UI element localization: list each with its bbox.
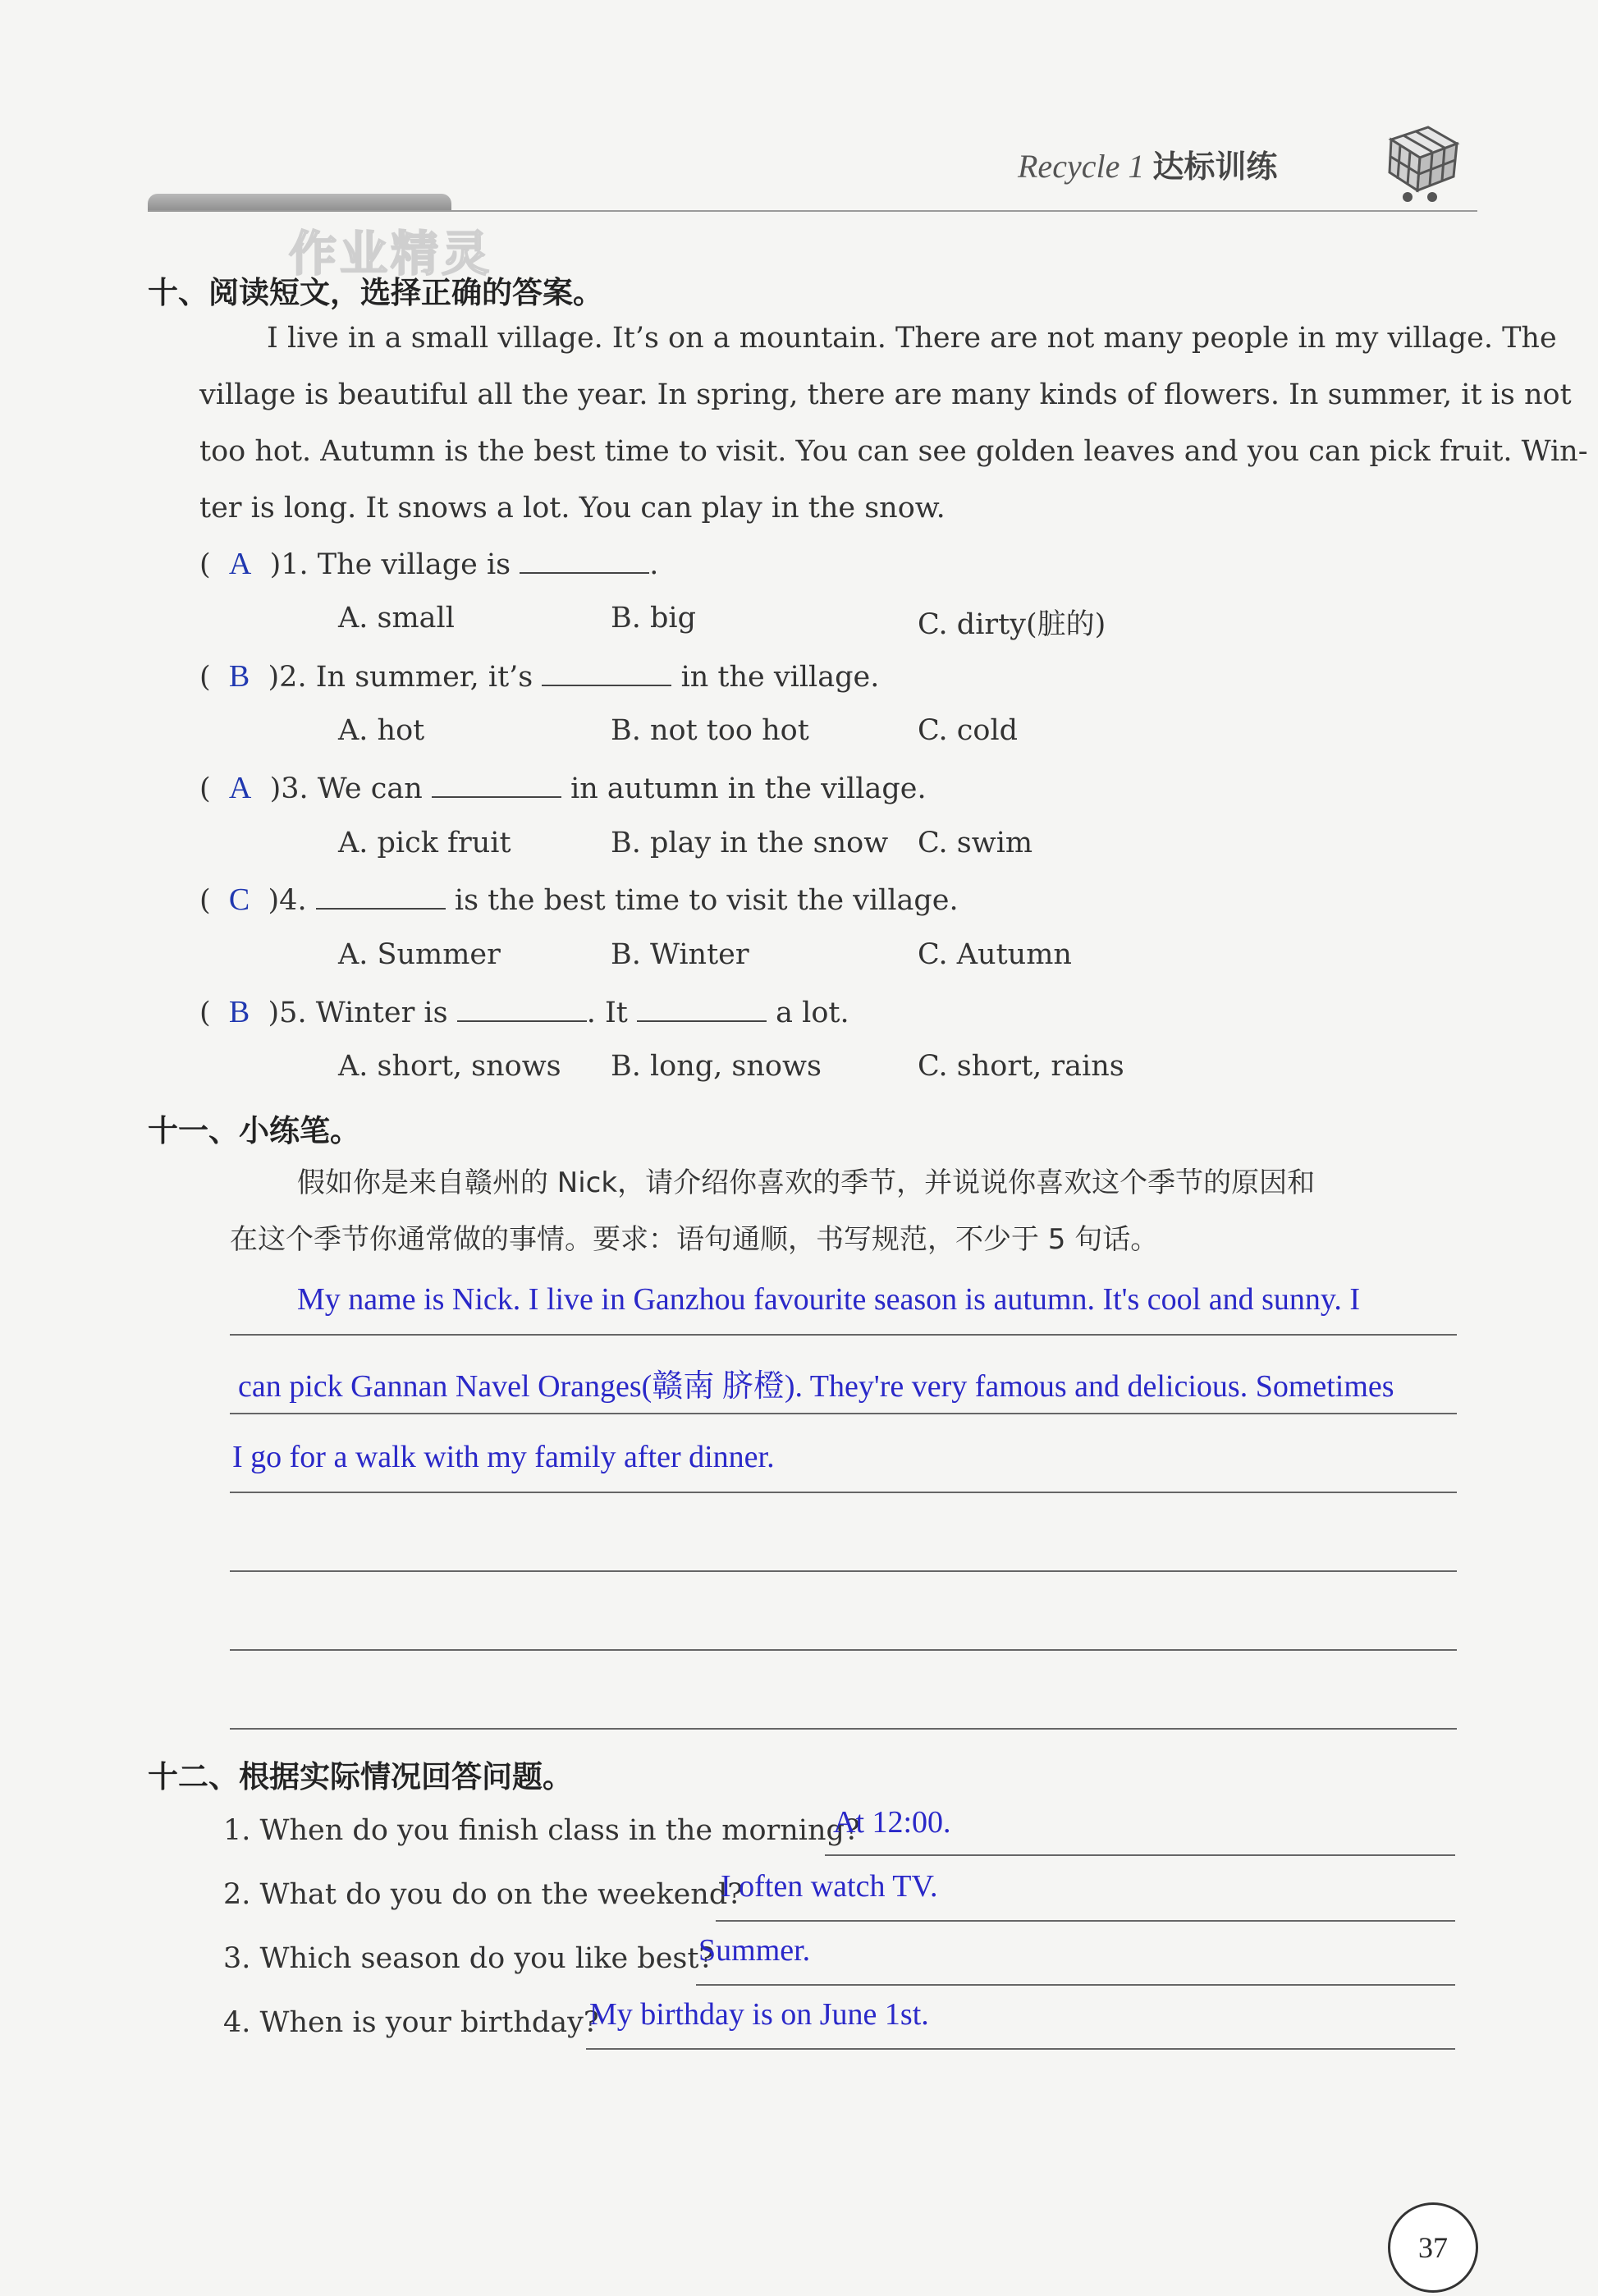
q2-option-a: A. hot xyxy=(338,714,425,747)
answer-rule xyxy=(825,1854,1455,1856)
answer-rule xyxy=(696,1984,1455,1986)
answer-4: C xyxy=(228,882,250,917)
q5-option-a: A. short, snows xyxy=(338,1050,561,1083)
q4-option-c: C. Autumn xyxy=(918,938,1072,971)
q1-option-a: A. small xyxy=(338,602,455,635)
question-1-text: )1. The village is xyxy=(269,548,511,581)
question-5-end: a lot. xyxy=(776,997,849,1029)
prompt-line-1: 假如你是来自赣州的 Nick，请介绍你喜欢的季节，并说说你喜欢这个季节的原因和 xyxy=(297,1166,1316,1199)
question-12-4: 4. When is your birthday? xyxy=(223,2006,599,2039)
question-4-end: is the best time to visit the village. xyxy=(454,884,959,917)
writing-line-2: can pick Gannan Navel Oranges(赣南 脐橙). They're very famous and delicious. Sometimes xyxy=(238,1369,1394,1404)
q4-option-b: B. Winter xyxy=(611,938,749,971)
question-5-mid: . It xyxy=(586,997,628,1029)
question-4: ( C )4. is the best time to visit the village. xyxy=(199,882,959,917)
q3-option-c: C. swim xyxy=(918,827,1033,859)
question-3-text: )3. We can xyxy=(269,772,423,805)
writing-rule xyxy=(230,1492,1457,1493)
header-title-en: Recycle 1 xyxy=(1018,148,1145,185)
q3-option-b: B. play in the snow xyxy=(611,827,889,859)
answer-blank[interactable] xyxy=(457,994,587,1022)
answer-rule xyxy=(586,2048,1455,2050)
question-2-end: in the village. xyxy=(680,661,880,694)
answer-blank[interactable] xyxy=(432,770,561,798)
answer-3: A xyxy=(228,771,252,805)
page-number: 37 xyxy=(1388,2202,1478,2293)
passage-line-2: village is beautiful all the year. In spring, there are many kinds of flowers. In summer, it is not xyxy=(199,378,1572,411)
writing-rule xyxy=(230,1413,1457,1414)
answer-blank[interactable] xyxy=(316,882,446,910)
question-1-end: . xyxy=(649,548,659,581)
writing-line-3: I go for a walk with my family after dinner. xyxy=(232,1440,775,1474)
writing-rule xyxy=(230,1649,1457,1651)
writing-line-1: My name is Nick. I live in Ganzhou favourite season is autumn. It's cool and sunny. I xyxy=(297,1282,1361,1317)
answer-blank[interactable] xyxy=(542,658,671,686)
q4-option-a: A. Summer xyxy=(338,938,501,971)
section-12-heading: 十二、根据实际情况回答问题。 xyxy=(148,1759,573,1794)
writing-rule xyxy=(230,1334,1457,1336)
header-rule xyxy=(148,210,1477,212)
question-12-3: 3. Which season do you like best? xyxy=(223,1942,715,1975)
section-11-heading: 十一、小练笔。 xyxy=(148,1113,360,1148)
writing-rule xyxy=(230,1570,1457,1572)
header-title xyxy=(1018,141,1277,186)
question-3: ( A )3. We can in autumn in the village. xyxy=(199,771,927,805)
answer-12-2: I often watch TV. xyxy=(721,1869,938,1904)
answer-12-1: At 12:00. xyxy=(833,1805,951,1840)
question-3-end: in autumn in the village. xyxy=(570,772,927,805)
passage-line-1: I live in a small village. It’s on a mountain. There are not many people in my village. The xyxy=(267,322,1557,355)
answer-12-3: Summer. xyxy=(698,1933,811,1968)
q2-option-b: B. not too hot xyxy=(611,714,809,747)
header-bar xyxy=(148,194,451,212)
q3-option-a: A. pick fruit xyxy=(338,827,511,859)
answer-2: B xyxy=(228,659,250,694)
q1-option-c: C. dirty(脏的) xyxy=(918,608,1106,641)
question-4-text: )4. xyxy=(268,884,307,917)
writing-rule xyxy=(230,1728,1457,1730)
q5-option-c: C. short, rains xyxy=(918,1050,1124,1083)
question-12-2: 2. What do you do on the weekend? xyxy=(223,1878,744,1911)
prompt-line-2: 在这个季节你通常做的事情。要求：语句通顺，书写规范，不少于 5 句话。 xyxy=(230,1223,1159,1256)
question-12-1: 1. When do you finish class in the morning? xyxy=(223,1814,860,1847)
passage-line-3: too hot. Autumn is the best time to visit. You can see golden leaves and you can pick fruit. Win- xyxy=(199,435,1588,468)
answer-blank[interactable] xyxy=(637,994,767,1022)
answer-rule xyxy=(716,1920,1455,1922)
q5-option-b: B. long, snows xyxy=(611,1050,822,1083)
header-title-cn: 达标训练 xyxy=(1152,149,1278,185)
question-2: ( B )2. In summer, it’s in the village. xyxy=(199,659,880,694)
question-1: ( A )1. The village is . xyxy=(199,547,659,581)
answer-1: A xyxy=(228,547,252,581)
passage-line-4: ter is long. It snows a lot. You can play in the snow. xyxy=(199,492,946,525)
q1-option-b: B. big xyxy=(611,602,696,635)
answer-blank[interactable] xyxy=(520,546,649,574)
question-5: ( B )5. Winter is . It a lot. xyxy=(199,995,849,1029)
question-5-text: )5. Winter is xyxy=(268,997,448,1029)
cube-mascot-icon xyxy=(1367,115,1473,209)
watermark: 作业精灵 xyxy=(289,226,493,282)
answer-5: B xyxy=(228,995,250,1029)
q2-option-c: C. cold xyxy=(918,714,1019,747)
section-10-heading: 十、阅读短文，选择正确的答案。 xyxy=(148,275,603,310)
question-2-text: )2. In summer, it’s xyxy=(268,661,533,694)
answer-12-4: My birthday is on June 1st. xyxy=(589,1997,929,2032)
